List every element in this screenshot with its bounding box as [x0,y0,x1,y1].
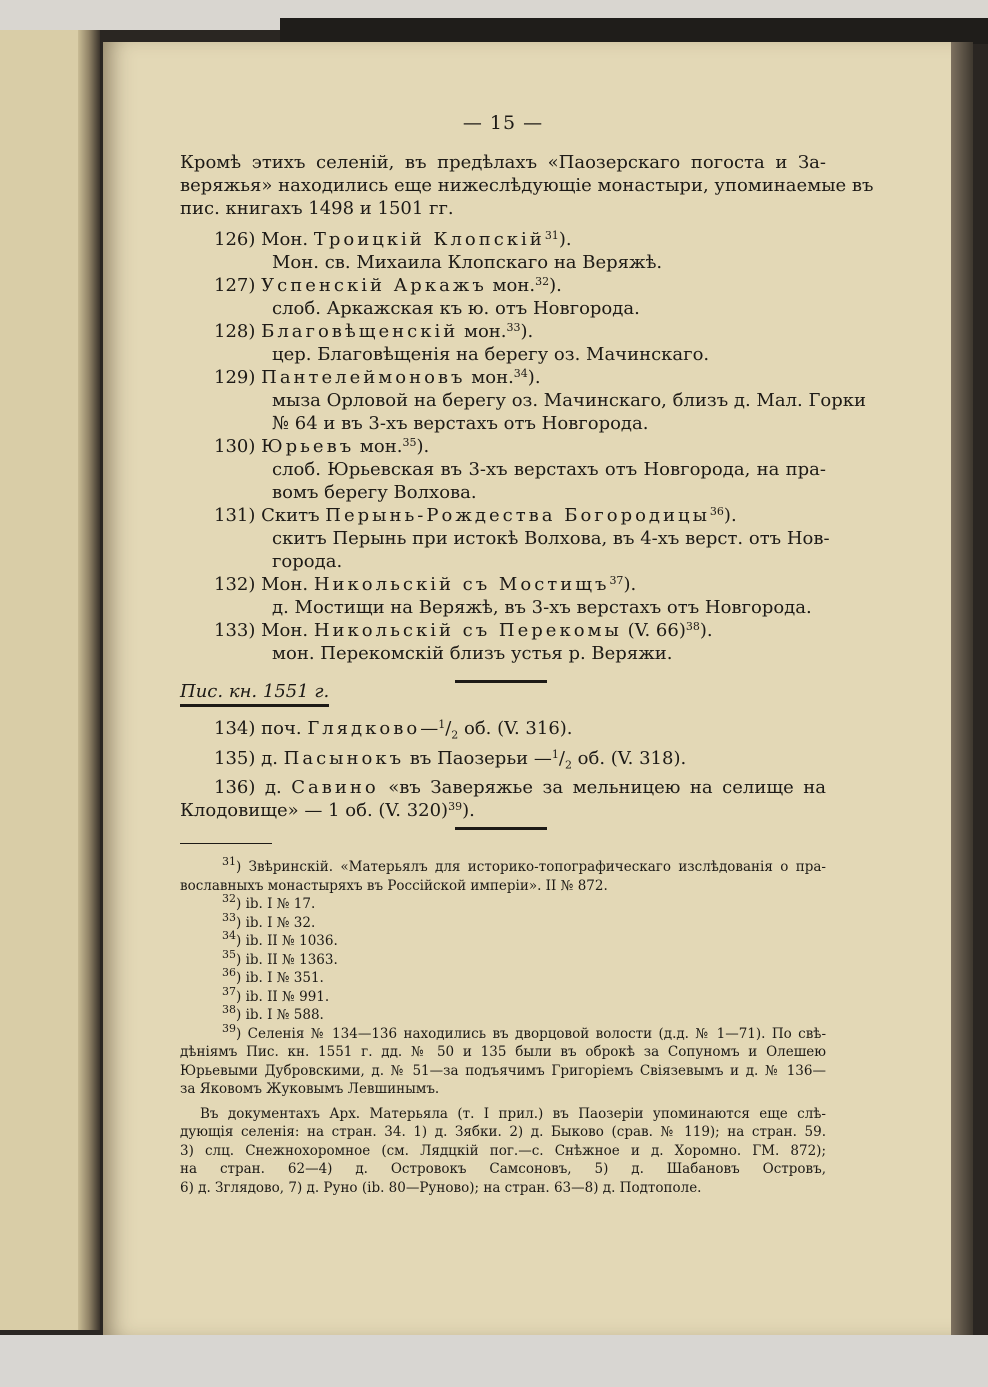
footnote-32: $^{32}$) іb. I № 17. [222,892,316,912]
footnotes [180,855,827,1197]
section-heading: Пис. кн. 1551 г. [180,681,329,707]
footnote-36: $^{36}$) іb. I № 351. [222,966,324,986]
closing-paragraph-line: 6) д. Зглядово, 7) д. Руно (іb. 80—Руново); на стран. 63—8) д. Подтополе. [180,1179,702,1196]
footnote-37: $^{37}$) іb. II № 991. [222,984,330,1005]
list-item-description: мон. Перекомскій близъ устья р. Веряжи. [272,643,673,664]
book-binding [280,18,988,44]
list-item-128: 128) Благовѣщенскій мон.$^{33}$). [214,321,534,342]
footnote-39: $^{39}$) Селенія № 134—136 находились въ дворцовой волости (д.д. № 1—71). По свѣ- [222,1021,827,1042]
section-divider-top [455,680,547,683]
list-item-135: 135) д. Пасынокъ въ Паозерьи $—^1/_2$ об. (V. 318). [214,747,687,772]
list-item-130: 130) Юрьевъ мон.$^{35}$). [214,436,430,457]
list-item-133: 133) Мон. Никольскій съ Перекомы (V. 66)$^{38}$). [214,620,713,641]
intro-line: веряжья» находились еще нижеслѣдующіе монастыри, упоминаемые въ [180,175,874,196]
list-item-description: мыза Орловой на берегу оз. Мачинскаго, близъ д. Мал. Горки [272,390,866,411]
left-page-edge [0,30,100,1330]
gutter-shadow [78,30,100,1330]
scanner-background-bottom [0,1335,988,1387]
footnote-39-cont: Юрьевыми Дубровскими, д. № 51—за подъячимъ Григоріемъ Свіязевымъ и д. № 136— [180,1062,826,1079]
footnote-33: $^{33}$) іb. I № 32. [222,910,316,931]
footnote-separator [180,843,272,844]
page-number: — 15 — [462,112,544,134]
section-divider-bottom [455,827,547,830]
list-item-description: вомъ берегу Волхова. [272,482,477,503]
list-item-description: слоб. Юрьевская въ 3-хъ верстахъ отъ Новгорода, на пра- [272,459,826,480]
footnote-38: $^{38}$) іb. I № 588. [222,1003,324,1023]
list-item-126: 126) Мон. Троицкій Клопскій$^{31}$). [214,229,572,250]
list-item-136: 136) д. Савино «въ Заверяжье за мельницею на селище на [214,777,826,799]
list-item-description: цер. Благовѣщенія на берегу оз. Мачинскаго. [272,344,710,365]
list-item-description: скитъ Перынь при истокѣ Волхова, въ 4-хъ верст. отъ Нов- [272,528,830,549]
closing-paragraph-line: дующія селенія: на стран. 34. 1) д. Зябки. 2) д. Быково (срав. № 119); на стран. 59. [180,1124,826,1140]
list-item-134: 134) поч. $Глядково—^1/_2$ об. (V. 316). [214,718,573,742]
list-item-description: д. Мостищи на Веряжѣ, въ 3-хъ верстахъ отъ Новгорода. [272,597,812,618]
list-item-136-continuation: Клодовище» — 1 об. (V. 320)$^{39}$). [180,800,475,822]
page-stack-edge [951,42,973,1335]
footnote-31: $^{31}$) Звѣринскій. «Матерьялъ для историко-топографическаго изслѣдованія о пра- [222,855,826,875]
list-item-127: 127) Успенскій Аркажъ мон.$^{32}$). [214,275,562,296]
footnote-39-cont: дѣніямъ Пис. кн. 1551 г. дд. № 50 и 135 были въ оброкѣ за Сопуномъ и Олешею [180,1044,826,1060]
footnote-31-cont: вославныхъ монастыряхъ въ Россійской имперіи». II № 872. [180,877,608,894]
intro-line: пис. книгахъ 1498 и 1501 гг. [180,198,454,219]
footnote-35: $^{35}$) іb. II № 1363. [222,947,338,968]
page-content [180,112,874,822]
list-item-description: Мон. св. Михаила Клопскаго на Веряжѣ. [272,252,663,273]
list-item-132: 132) Мон. Никольскій съ Мостищъ$^{37}$). [214,574,637,595]
list-item-description: города. [272,551,343,572]
list-item-description: слоб. Аркажская къ ю. отъ Новгорода. [272,298,640,319]
list-item-description: № 64 и въ 3-хъ верстахъ отъ Новгорода. [272,413,649,434]
list-item-131: 131) Скитъ Перынь-Рождества Богородицы$^{36}$). [214,505,737,526]
list-item-129: 129) Пантелеймоновъ мон.$^{34}$). [214,367,541,388]
footnote-34: $^{34}$) іb. II № 1036. [222,929,338,949]
closing-paragraph-line: Въ документахъ Арх. Матерьяла (т. I прил.) въ Паозеріи упоминаются еще слѣ- [200,1105,826,1122]
intro-line: Кромѣ этихъ селеній, въ предѣлахъ «Паозерскаго погоста и За- [180,152,826,173]
footnote-39-cont: за Яковомъ Жуковымъ Левшинымъ. [180,1081,440,1097]
closing-paragraph-line: 3) слц. Снежнохоромное (см. Лядцкій пог.—с. Снѣжное и д. Хоромно. ГМ. 872); [180,1142,826,1159]
closing-paragraph-line: на стран. 62—4) д. Островокъ Самсоновъ, 5) д. Шабановъ Островъ, [180,1161,826,1177]
